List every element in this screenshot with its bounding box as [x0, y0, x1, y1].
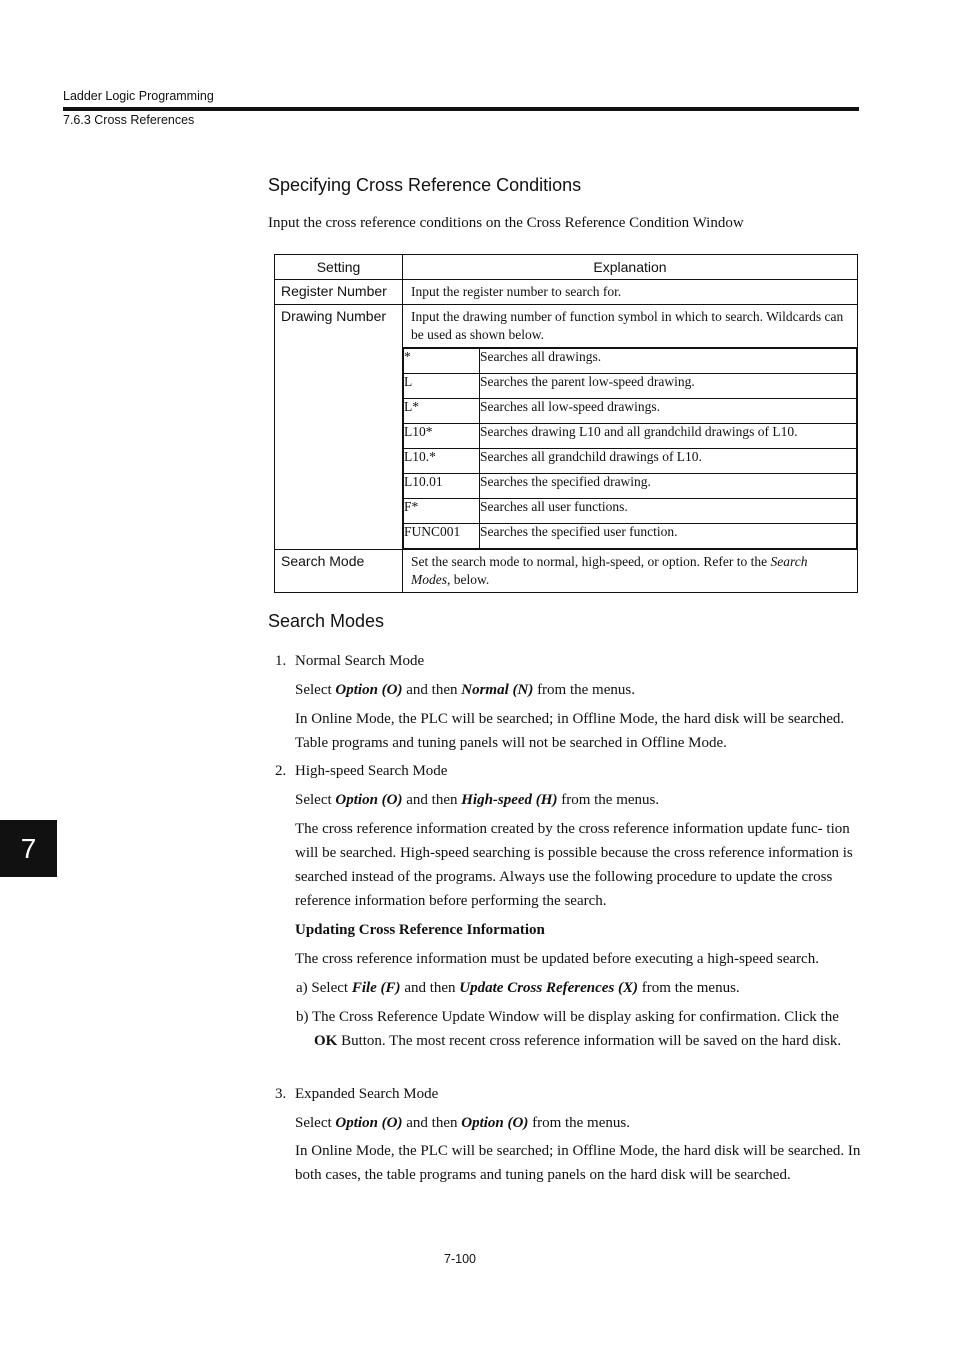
explanation-text: Set the search mode to normal, high-speed, or option. Refer to the — [411, 554, 771, 569]
intro-paragraph: Input the cross reference conditions on the Cross Reference Condition Window — [268, 215, 744, 231]
table-row — [275, 550, 858, 593]
heading-cross-reference-conditions: Specifying Cross Reference Conditions — [268, 175, 582, 195]
menu-option: Option (O) — [335, 792, 403, 808]
menu-instruction — [295, 1111, 861, 1135]
text: from the menus. — [528, 1115, 630, 1131]
wildcard-desc: Searches the specified drawing. — [480, 474, 857, 499]
wildcard-desc: Searches all low-speed drawings. — [480, 399, 857, 424]
header-rule — [63, 107, 859, 111]
text: and then — [402, 792, 462, 808]
drawing-explanation-cell — [403, 305, 858, 550]
update-paragraph: The cross reference information must be updated before executing a high-speed search. — [295, 951, 819, 967]
text: b) The Cross Reference Update Window will be display asking for confirmation. Click the — [296, 1009, 839, 1025]
wildcard-desc: Searches all drawings. — [480, 348, 857, 374]
table-header-explanation: Explanation — [403, 255, 858, 280]
wildcard-code: * — [404, 348, 480, 374]
running-header-chapter: Ladder Logic Programming — [63, 89, 214, 103]
wildcard-row — [404, 524, 857, 549]
wildcard-code: L* — [404, 399, 480, 424]
wildcard-row — [404, 474, 857, 499]
text: from the menus. — [557, 792, 660, 808]
text: a) Select — [296, 980, 352, 996]
menu-option: Option (O) — [335, 682, 403, 698]
wildcard-row — [404, 399, 857, 424]
text: from the menus. — [533, 682, 635, 698]
wildcard-desc: Searches all grandchild drawings of L10. — [480, 449, 857, 474]
text: Select — [295, 792, 336, 808]
list-number: 2. — [275, 763, 287, 779]
mode-description: The cross reference information created by the cross reference information update func- tion will be searched. High-speed searching is possible because the cross reference information is searched instead of the programs. Always use the following procedure to update the cross reference information before performing the search. — [295, 821, 853, 909]
wildcard-row — [404, 449, 857, 474]
mode-title: Expanded Search Mode — [295, 1086, 439, 1102]
wildcard-desc: Searches the specified user function. — [480, 524, 857, 549]
wildcard-code: L — [404, 374, 480, 399]
wildcard-row — [404, 374, 857, 399]
wildcard-desc: Searches drawing L10 and all grandchild drawings of L10. — [480, 424, 857, 449]
menu-instruction — [295, 678, 861, 702]
wildcard-row — [404, 348, 857, 374]
table-row — [275, 305, 858, 550]
mode-title: High-speed Search Mode — [295, 763, 448, 779]
mode-description: In Online Mode, the PLC will be searched; in Offline Mode, the hard disk will be searched. Table programs and tuning panels will not be searched in Offline Mode. — [295, 711, 845, 751]
menu-option: Option (O) — [335, 1115, 403, 1131]
step-b — [296, 1005, 856, 1053]
wildcard-row — [404, 499, 857, 524]
mode-description: In Online Mode, the PLC will be searched; in Offline Mode, the hard disk will be searched. In both cases, the table programs and tuning panels on the hard disk will be searched. — [295, 1143, 861, 1183]
step-a — [296, 976, 862, 1000]
setting-cell: Drawing Number — [275, 305, 403, 550]
menu-item: High-speed (H) — [461, 792, 558, 808]
text: from the menus. — [638, 980, 740, 996]
menu-item: Normal (N) — [461, 682, 534, 698]
page-number: 7-100 — [444, 1252, 476, 1266]
text: Select — [295, 1115, 336, 1131]
explanation-cell: Input the register number to search for. — [403, 280, 858, 305]
text: Button. The most recent cross reference information will be saved on the hard disk. — [337, 1033, 842, 1049]
text: and then — [402, 1115, 462, 1131]
table-row — [275, 280, 858, 305]
text: and then — [400, 980, 460, 996]
text: and then — [402, 682, 462, 698]
chapter-tab: 7 — [0, 820, 57, 877]
wildcard-code: F* — [404, 499, 480, 524]
list-number: 1. — [275, 653, 287, 669]
wildcard-code: L10* — [404, 424, 480, 449]
mode-title: Normal Search Mode — [295, 653, 425, 669]
wildcard-code: L10.* — [404, 449, 480, 474]
running-header-section: 7.6.3 Cross References — [63, 113, 195, 127]
menu-instruction — [295, 788, 861, 812]
list-number: 3. — [275, 1086, 287, 1102]
menu-item: Update Cross References (X) — [459, 980, 639, 996]
explanation-text: , below. — [447, 572, 490, 587]
conditions-table — [274, 254, 858, 593]
menu-item: Option (O) — [461, 1115, 529, 1131]
setting-cell: Search Mode — [275, 550, 403, 593]
wildcard-row — [404, 424, 857, 449]
wildcard-desc: Searches all user functions. — [480, 499, 857, 524]
explanation-emphasis: Search Modes — [411, 554, 808, 587]
table-header-setting: Setting — [275, 255, 403, 280]
wildcard-desc: Searches the parent low-speed drawing. — [480, 374, 857, 399]
wildcard-code: L10.01 — [404, 474, 480, 499]
menu-option: File (F) — [351, 980, 401, 996]
setting-cell: Register Number — [275, 280, 403, 305]
heading-search-modes: Search Modes — [268, 611, 385, 631]
wildcard-table — [403, 347, 857, 549]
wildcard-code: FUNC001 — [404, 524, 480, 549]
subheading-updating: Updating Cross Reference Information — [295, 922, 545, 938]
ok-button-label: OK — [314, 1033, 338, 1049]
text: Select — [295, 682, 336, 698]
explanation-text: Input the drawing number of function symbol in which to search. Wildcards can be used as shown below. — [411, 309, 844, 342]
explanation-cell — [403, 550, 858, 593]
